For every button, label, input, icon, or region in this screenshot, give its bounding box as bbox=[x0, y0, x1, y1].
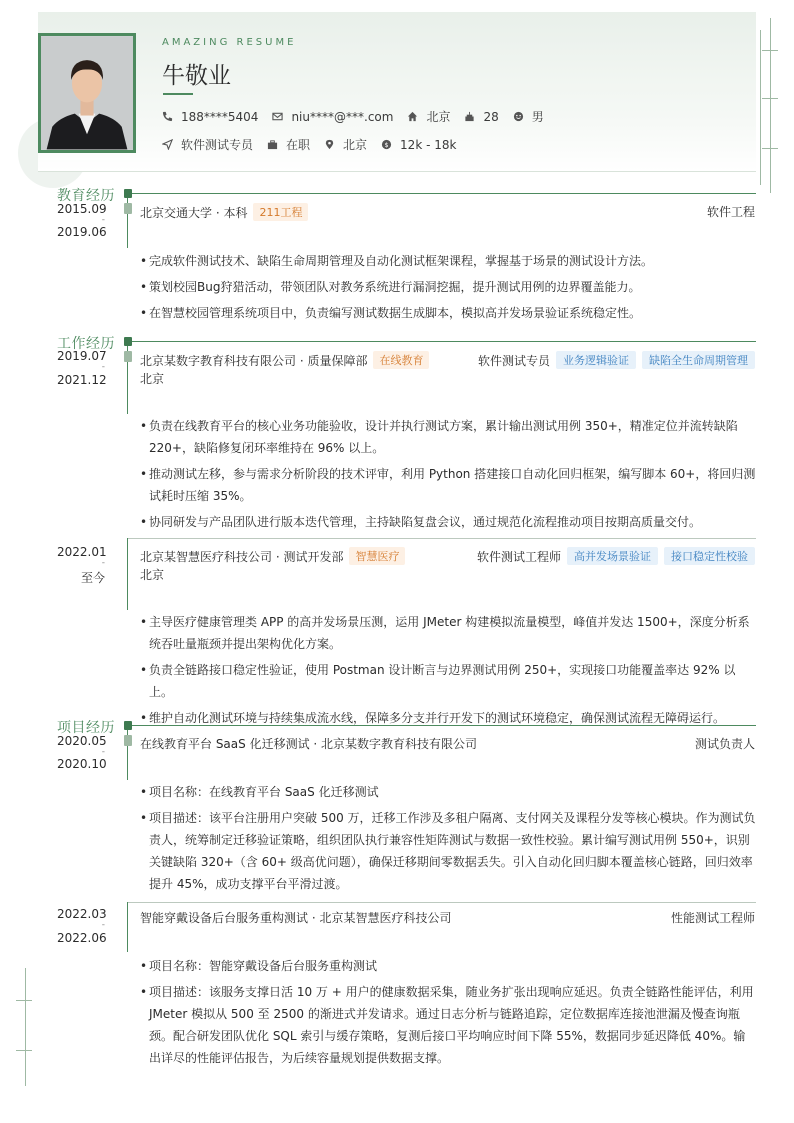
decorative-line bbox=[762, 148, 778, 149]
decorative-line bbox=[16, 1000, 32, 1001]
section-divider bbox=[127, 193, 756, 194]
section-title-work: 工作经历 bbox=[57, 336, 115, 352]
list-item: • 策划校园Bug狩猎活动，带领团队对教务系统进行漏洞挖掘，提升测试用例的边界覆盖能力。 bbox=[140, 276, 756, 298]
location-pin-icon bbox=[324, 139, 335, 150]
svg-text:$: $ bbox=[384, 140, 389, 149]
entry-start-date: 2020.05 bbox=[57, 734, 107, 748]
role-title: 软件测试专员 bbox=[477, 353, 550, 368]
target-city-item bbox=[324, 136, 367, 153]
section-marker bbox=[124, 337, 132, 346]
company-name: 北京某数字教育科技有限公司 · 质量保障部 bbox=[140, 353, 368, 368]
phone-icon bbox=[162, 111, 173, 122]
timeline-bar bbox=[127, 538, 128, 610]
send-icon bbox=[162, 139, 173, 150]
section-marker bbox=[124, 189, 132, 198]
email-item bbox=[272, 110, 393, 124]
work-role bbox=[478, 351, 755, 369]
salary-text: 12k - 18k bbox=[400, 137, 457, 152]
work-city: 北京 bbox=[140, 568, 165, 582]
timeline-marker bbox=[124, 203, 132, 214]
phone-text: 188****5404 bbox=[181, 109, 259, 124]
entry-end-date: 2020.10 bbox=[57, 757, 107, 771]
list-item: • 推动测试左移，参与需求分析阶段的技术评审，利用 Python 搭建接口自动化回归框架，编写脚本 60+，将回归测试耗时压缩 35%。 bbox=[140, 463, 756, 507]
profile-photo bbox=[38, 33, 136, 153]
section-marker bbox=[124, 721, 132, 730]
project-name: 智能穿戴设备后台服务重构测试 · 北京某智慧医疗科技公司 bbox=[140, 911, 452, 925]
list-item: • 项目描述：该平台注册用户突破 500 万，迁移工作涉及多租户隔离、支付网关及课程分发等核心模块。作为测试负责人，统筹制定迁移验证策略，组织团队执行兼容性矩阵测试与数据一致性校验。累计编写测试用例 550+，识别关键缺陷 320+（含 60+ 级高优问题），确保迁移期间零数据丢失。引入自动化回归脚本覆盖核心链路，回归效率提升 45%，成功支撑平台平滑过渡。 bbox=[140, 807, 756, 895]
name-underline bbox=[163, 93, 193, 95]
industry-tag: 在线教育 bbox=[373, 351, 429, 369]
entry-divider bbox=[127, 902, 756, 903]
entry-start-date: 2019.07 bbox=[57, 349, 107, 363]
project-role: 测试负责人 bbox=[694, 737, 755, 751]
skill-tag: 缺陷全生命周期管理 bbox=[642, 351, 755, 369]
home-city-item bbox=[407, 108, 450, 125]
cake-icon bbox=[464, 111, 475, 122]
mail-icon bbox=[272, 111, 283, 122]
list-item: • 负责在线教育平台的核心业务功能验收，设计并执行测试方案，累计输出测试用例 350+，精准定位并流转缺陷 220+，缺陷修复闭环率维持在 96% 以上。 bbox=[140, 415, 756, 459]
work-bullets bbox=[140, 415, 756, 537]
entry-end-date: 2019.06 bbox=[57, 225, 107, 239]
target-city-text: 北京 bbox=[343, 138, 368, 152]
decorative-line bbox=[25, 968, 26, 1086]
date-separator: - bbox=[101, 747, 105, 757]
list-item: • 项目名称：在线教育平台 SaaS 化迁移测试 bbox=[140, 781, 756, 803]
intention-row bbox=[162, 136, 470, 153]
list-item: • 项目名称：智能穿戴设备后台服务重构测试 bbox=[140, 955, 756, 977]
age-text: 28 bbox=[483, 109, 499, 124]
entry-end-date: 2021.12 bbox=[57, 373, 107, 387]
target-role-text: 软件测试专员 bbox=[181, 138, 254, 152]
avatar-icon bbox=[41, 36, 133, 150]
section-divider bbox=[127, 341, 756, 342]
work-city: 北京 bbox=[140, 372, 165, 386]
company-name: 北京某智慧医疗科技公司 · 测试开发部 bbox=[140, 549, 344, 564]
entry-end-date: 2022.06 bbox=[57, 931, 107, 945]
entry-start-date: 2022.01 bbox=[57, 545, 107, 559]
phone-item bbox=[162, 110, 258, 124]
timeline-marker bbox=[124, 735, 132, 746]
date-separator: - bbox=[101, 362, 105, 372]
home-icon bbox=[407, 111, 418, 122]
section-title-education: 教育经历 bbox=[57, 188, 115, 204]
list-item: • 项目描述：该服务支撑日活 10 万 + 用户的健康数据采集，随业务扩张出现响应延迟。负责全链路性能评估，利用 JMeter 模拟从 500 至 2500 的渐进式并发请求。通过日志分析与链路追踪，定位数据库连接池泄漏及慢查询瓶颈。配合研发团队优化 SQL 索引与缓存策略，复测后接口平均响应时间下降 55%，数据同步延迟降低 40%。输出详尽的性能评估报告，为后续容量规划提供数据支撑。 bbox=[140, 981, 756, 1069]
contact-row bbox=[162, 108, 558, 125]
timeline-bar bbox=[127, 902, 128, 952]
role-title: 软件测试工程师 bbox=[476, 549, 561, 564]
school-name: 北京交通大学 · 本科 bbox=[140, 205, 248, 220]
industry-tag: 智慧医疗 bbox=[349, 547, 405, 565]
timeline-marker bbox=[124, 351, 132, 362]
date-separator: - bbox=[101, 215, 105, 225]
gender-text: 男 bbox=[531, 110, 544, 124]
status-text: 在职 bbox=[286, 138, 311, 152]
home-city-text: 北京 bbox=[426, 110, 451, 124]
list-item: • 在智慧校园管理系统项目中，负责编写测试数据生成脚本，模拟高并发场景验证系统稳定性。 bbox=[140, 302, 756, 324]
decorative-line bbox=[762, 50, 778, 51]
briefcase-icon bbox=[267, 139, 278, 150]
coin-icon bbox=[381, 139, 392, 150]
list-item: • 完成软件测试技术、缺陷生命周期管理及自动化测试框架课程，掌握基于场景的测试设计方法。 bbox=[140, 250, 756, 272]
education-school bbox=[140, 203, 308, 221]
decorative-line bbox=[760, 30, 761, 185]
skill-tag: 接口稳定性校验 bbox=[664, 547, 755, 565]
project-name: 在线教育平台 SaaS 化迁移测试 · 北京某数字教育科技有限公司 bbox=[140, 737, 478, 751]
work-bullets bbox=[140, 611, 756, 733]
smile-icon bbox=[513, 111, 524, 122]
section-divider bbox=[127, 725, 756, 726]
age-item bbox=[464, 110, 498, 124]
skill-tag: 高并发场景验证 bbox=[567, 547, 658, 565]
list-item: • 维护自动化测试环境与持续集成流水线，保障多分支并行开发下的测试环境稳定，确保测试流程无障碍运行。 bbox=[140, 707, 756, 729]
candidate-name: 牛敬业 bbox=[162, 63, 231, 89]
work-role bbox=[477, 547, 755, 565]
project-role: 性能测试工程师 bbox=[670, 911, 755, 925]
work-company bbox=[140, 351, 429, 369]
education-major: 软件工程 bbox=[706, 205, 755, 219]
entry-divider bbox=[127, 538, 756, 539]
list-item: • 负责全链路接口稳定性验证，使用 Postman 设计断言与边界测试用例 250+，实现接口功能覆盖率达 92% 以上。 bbox=[140, 659, 756, 703]
entry-start-date: 2022.03 bbox=[57, 907, 107, 921]
status-item bbox=[267, 136, 310, 153]
school-tag: 211工程 bbox=[253, 203, 308, 221]
date-separator: - bbox=[101, 920, 105, 930]
target-role-item bbox=[162, 136, 253, 153]
project-bullets bbox=[140, 955, 756, 1073]
work-company bbox=[140, 547, 405, 565]
salary-item bbox=[381, 138, 456, 152]
email-text: niu****@***.com bbox=[291, 109, 394, 124]
date-separator: - bbox=[101, 558, 105, 568]
decorative-line bbox=[762, 98, 778, 99]
skill-tag: 业务逻辑验证 bbox=[556, 351, 636, 369]
project-bullets bbox=[140, 781, 756, 899]
education-bullets bbox=[140, 250, 756, 328]
entry-start-date: 2015.09 bbox=[57, 202, 107, 216]
entry-end-date: 至今 bbox=[80, 571, 105, 585]
section-title-projects: 项目经历 bbox=[57, 720, 115, 736]
decorative-line bbox=[16, 1050, 32, 1051]
list-item: • 主导医疗健康管理类 APP 的高并发场景压测，运用 JMeter 构建模拟流量模型，峰值并发达 1500+，深度分析系统吞吐量瓶颈并提出架构优化方案。 bbox=[140, 611, 756, 655]
decorative-line bbox=[770, 18, 771, 193]
gender-item bbox=[513, 108, 544, 125]
list-item: • 协同研发与产品团队进行版本迭代管理，主持缺陷复盘会议，通过规范化流程推动项目按期高质量交付。 bbox=[140, 511, 756, 533]
resume-tagline: AMAZING RESUME bbox=[162, 37, 297, 48]
